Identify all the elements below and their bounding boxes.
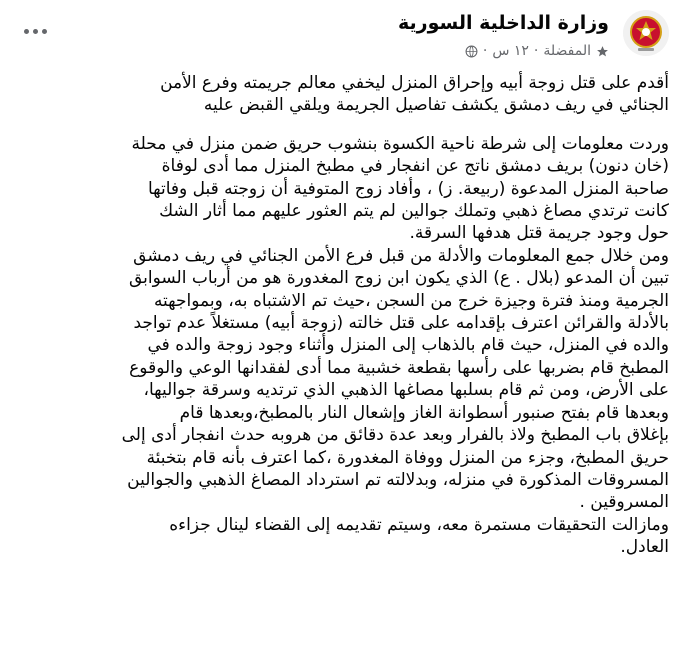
- more-options-icon[interactable]: [18, 20, 52, 42]
- ministry-emblem-icon: [623, 10, 669, 56]
- page-avatar[interactable]: [623, 10, 669, 56]
- post-body: [14, 72, 669, 559]
- favorites-label[interactable]: المفضلة: [543, 43, 591, 59]
- globe-icon[interactable]: [465, 45, 478, 58]
- page-name-link[interactable]: وزارة الداخلية السورية: [398, 12, 609, 34]
- post-header: [14, 10, 669, 66]
- meta-separator-2: ·: [482, 43, 488, 59]
- post-title: أقدم على قتل زوجة أبيه وإحراق المنزل ليخفي معالم جريمته وفرع الأمن الجنائي في ريف دمشق يكشف تفاصيل الجريمة ويلقي القبض عليه: [160, 73, 669, 116]
- post-meta: [465, 43, 609, 59]
- star-icon: [596, 45, 609, 58]
- post-timestamp[interactable]: ١٢ س: [492, 43, 529, 59]
- post-text: وردت معلومات إلى شرطة ناحية الكسوة بنشوب حريق ضمن منزل في محلة (خان دنون) بريف دمشق ناتج عن انفجار في مطبخ المنزل مما أدى لوفاة صاحبة المنزل المدعوة (ربيعة. ز) ، وأفاد زوج المتوفية أن زوجته قبل وفاتها كانت ترتدي مصاغ ذهبي وتملك جوالين لم يتم العثور عليهم مما أثار الشك حول وجود جريمة قتل هدفها السرقة. ومن خلال جمع المعلومات والأدلة من قبل فرع الأمن الجنائي في ريف دمشق تبين أن المدعو (بلال . ع) الذي يكون ابن زوج المغدورة هو من أرباب السوابق الجرمية ومنذ فترة وجيزة خرج من السجن ،حيث تم الاشتباه به، وبمواجهته بالأدلة والقرائن اعترف بإقدامه على قتل خالته (زوجة أبيه) مستغلاً عدم تواجد والده في المنزل، حيث قام بالذهاب إلى المنزل وأثناء وجود زوجة والده في المطبخ قام بضربها على رأسها بقطعة خشبية مما أدى لفقدانها الوعي والوقوع على الأرض، ومن ثم قام بسلبها مصاغها الذهبي الذي ترتديه وسرقة جواليها، وبعدها قام بفتح صنبور أسطوانة الغاز وإشعال النار بالمطبخ،وبعدها قام بإغلاق باب المطبخ ولاذ بالفرار وبعد عدة دقائق من هروبه حدث انفجار أدى إلى حريق المطبخ، وجزء من المنزل ووفاة المغدورة ،كما اعترف بأنه قام بتخبئة المسروقات المذكورة في منزله، وبدلالته تم استرداد المصاغ الذهبي والجوالين المسروقين . ومازالت التحقيقات مستمرة معه، وسيتم تقديمه إلى القضاء لينال جزاءه العادل.: [121, 133, 669, 558]
- meta-separator: ·: [533, 43, 539, 59]
